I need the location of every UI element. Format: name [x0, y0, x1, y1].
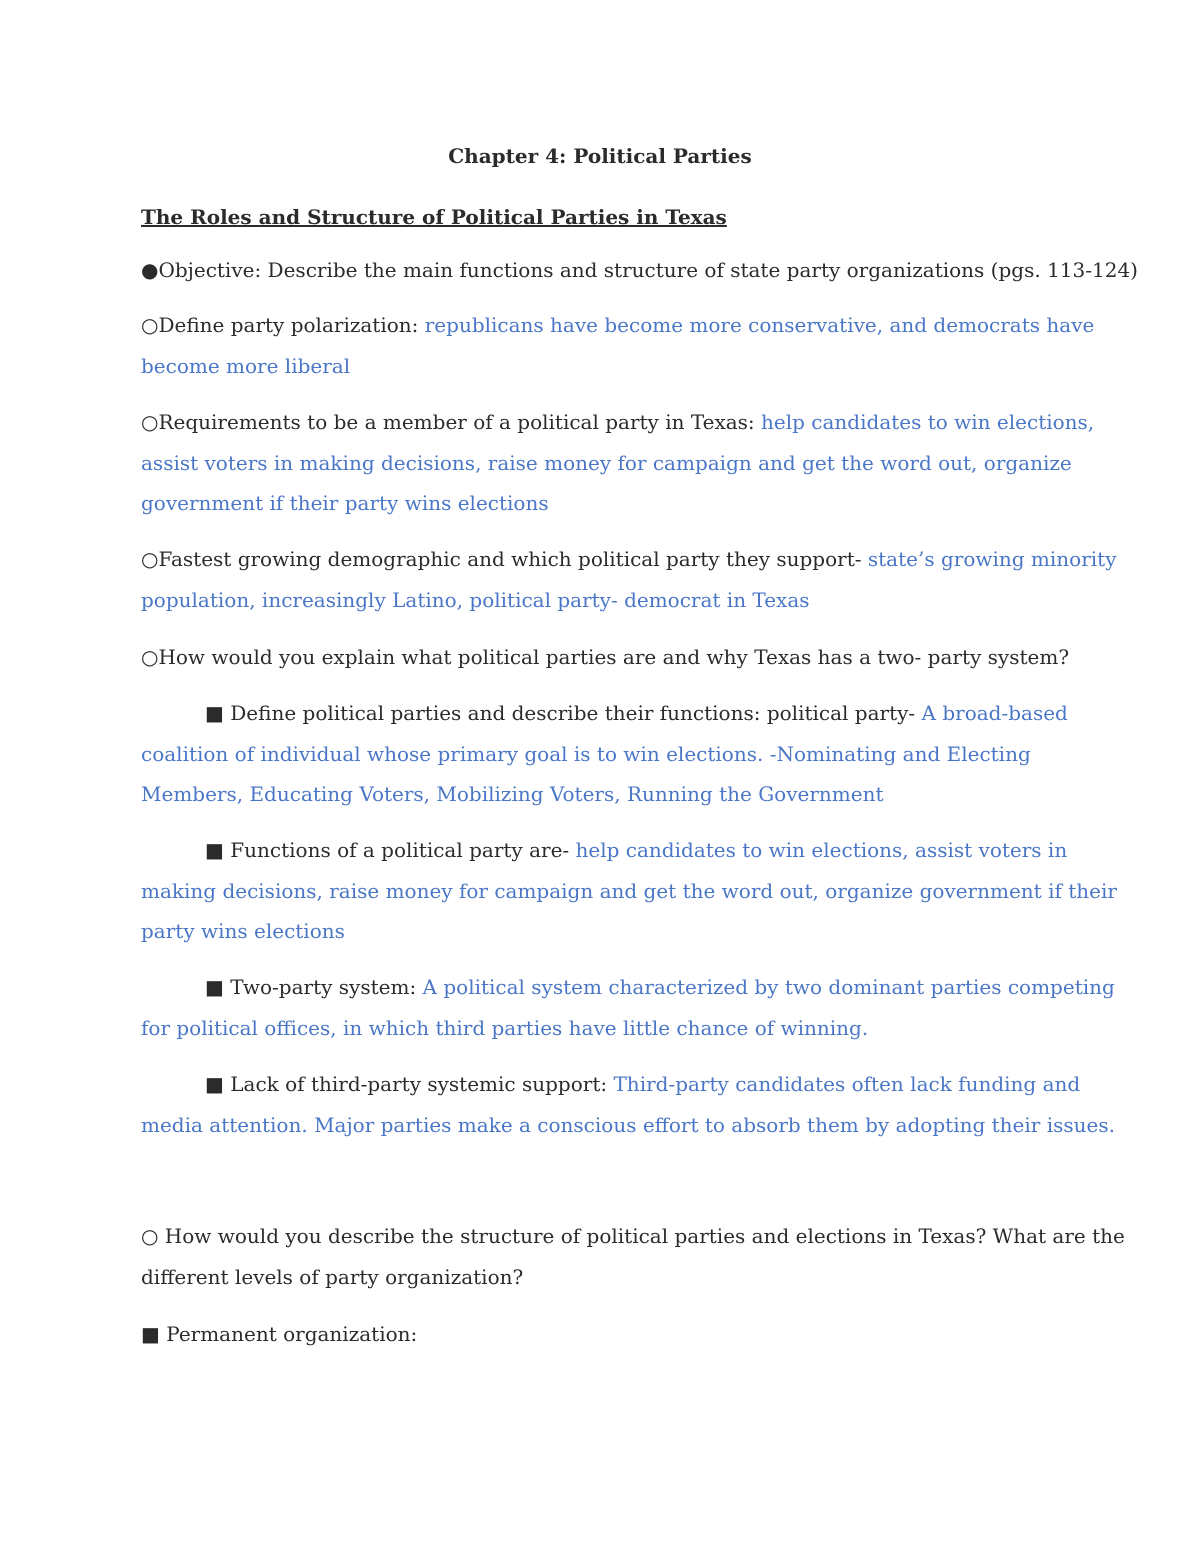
document-title: Chapter 4: Political Parties	[448, 144, 752, 168]
define-parties-answer-3: Members, Educating Voters, Mobilizing Voters, Running the Government	[141, 782, 884, 806]
third-party-prompt: ■ Lack of third-party systemic support:	[205, 1072, 614, 1096]
polarization-item	[141, 305, 1095, 386]
membership-answer-2: assist voters in making decisions, raise money for campaign and get the word out, organize	[141, 450, 1072, 475]
two-party-system-answer-2: for political offices, in which third parties have little chance of winning.	[141, 1015, 869, 1040]
permanent-organization: ■ Permanent organization:	[141, 1322, 418, 1346]
membership-question: ○Requirements to be a member of a political party in Texas:	[141, 410, 762, 434]
membership-answer-1: help candidates to win elections,	[761, 410, 1095, 434]
polarization-question: ○Define party polarization:	[141, 313, 425, 337]
structure-question-line-2: different levels of party organization?	[141, 1264, 524, 1289]
polarization-answer-1: republicans have become more conservative, and democrats have	[424, 313, 1095, 337]
functions-answer-2: making decisions, raise money for campaign and get the word out, organize government if their	[141, 878, 1117, 903]
define-parties-answer-1: A broad-based	[921, 701, 1068, 725]
define-parties-item	[141, 693, 1068, 815]
two-party-system-item	[141, 967, 1115, 1048]
functions-prompt: ■ Functions of a political party are-	[205, 838, 576, 862]
define-parties-answer-2: coalition of individual whose primary goal is to win elections. -Nominating and Electing	[141, 741, 1031, 766]
section-heading: The Roles and Structure of Political Parties in Texas	[141, 205, 727, 229]
two-party-system-answer-1: A political system characterized by two dominant parties competing	[422, 975, 1115, 999]
membership-item	[141, 402, 1095, 524]
structure-question-line-1: ○ How would you describe the structure of political parties and elections in Texas? What are the	[141, 1224, 1125, 1248]
structure-question	[141, 1216, 1125, 1297]
membership-answer-3: government if their party wins elections	[141, 491, 549, 515]
two-party-system-prompt: ■ Two-party system:	[205, 975, 423, 999]
functions-answer-1: help candidates to win elections, assist voters in	[575, 838, 1068, 862]
third-party-answer-2: media attention. Major parties make a conscious effort to absorb them by adopting their issues.	[141, 1112, 1115, 1137]
demographic-question: ○Fastest growing demographic and which political party they support-	[141, 547, 868, 571]
third-party-item	[141, 1064, 1115, 1145]
functions-answer-3: party wins elections	[141, 919, 345, 943]
objective-line: ●Objective: Describe the main functions and structure of state party organizations (pgs. 113-124)	[141, 258, 1138, 282]
demographic-answer-1: state’s growing minority	[867, 547, 1117, 571]
polarization-answer-2: become more liberal	[141, 353, 351, 378]
third-party-answer-1: Third-party candidates often lack funding and	[613, 1072, 1081, 1096]
two-party-question: ○How would you explain what political parties are and why Texas has a two- party system?	[141, 645, 1070, 669]
functions-item	[141, 830, 1117, 952]
define-parties-prompt: ■ Define political parties and describe their functions: political party-	[205, 701, 922, 725]
demographic-item	[141, 539, 1117, 620]
demographic-answer-2: population, increasingly Latino, political party- democrat in Texas	[141, 587, 810, 612]
